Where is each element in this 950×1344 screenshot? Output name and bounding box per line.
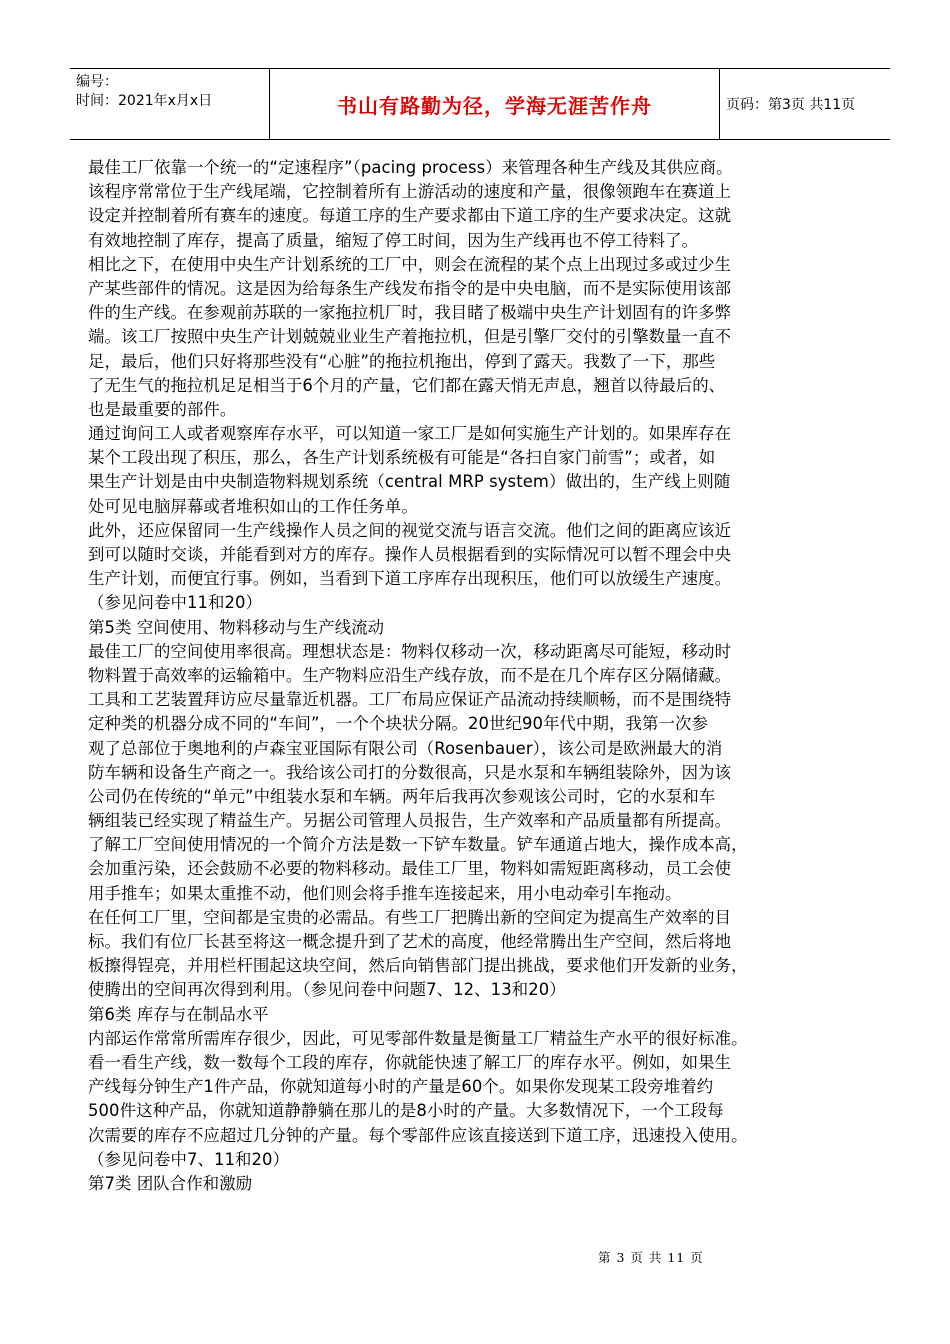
header-motto: 书山有路勤为径，学海无涯苦作舟 xyxy=(337,93,652,118)
text-line: 定种类的机器分成不同的“车间”，一个个块状分隔。20世纪90年代中期，我第一次参 xyxy=(88,714,708,734)
header-motto-cell xyxy=(270,69,720,139)
text-line: 公司仍在传统的“单元”中组装水泵和车辆。两年后我再次参观该公司时，它的水泵和车 xyxy=(88,786,716,806)
text-line: 板擦得锃亮，并用栏杆围起这块空间，然后向销售部门提出挑战，要求他们开发新的业务， xyxy=(88,956,748,976)
text-line: 观了总部位于奥地利的卢森宝亚国际有限公司（Rosenbauer），该公司是欧洲最大的消 xyxy=(88,738,723,758)
text-line: 件的生产线。在参观前苏联的一家拖拉机厂时，我目睹了极端中央生产计划固有的许多弊 xyxy=(88,303,732,323)
text-line: 此外，还应保留同一生产线操作人员之间的视觉交流与语言交流。他们之间的距离应该近 xyxy=(88,520,732,540)
text-line: 有效地控制了库存，提高了质量，缩短了停工时间，因为生产线再也不停工待料了。 xyxy=(88,230,699,250)
text-line: 了解工厂空间使用情况的一个简介方法是数一下铲车数量。铲车通道占地大，操作成本高， xyxy=(88,835,748,855)
text-line: 会加重污染，还会鼓励不必要的物料移动。最佳工厂里，物料如需短距离移动，员工会使 xyxy=(88,859,732,879)
text-line: 产线每分钟生产1件产品，你就知道每小时的产量是60个。如果你发现某工段旁堆着约 xyxy=(88,1077,714,1097)
text-line: 第7类 团队合作和激励 xyxy=(88,1173,253,1193)
header-page-cell xyxy=(720,69,890,139)
text-line: 标。我们有位厂长甚至将这一概念提升到了艺术的高度，他经常腾出生产空间，然后将地 xyxy=(88,932,732,951)
text-line: 内部运作常常所需库存很少，因此，可见零部件数量是衡量工厂精益生产水平的很好标准。 xyxy=(88,1028,748,1048)
text-line: 产某些部件的情况。这是因为给每条生产线发布指令的是中央电脑，而不是实际使用该部 xyxy=(88,278,732,298)
text-line: 也是最重要的部件。 xyxy=(88,399,237,419)
document-number-label: 编号： xyxy=(76,74,118,90)
text-line: 某个工段出现了积压，那么，各生产计划系统极有可能是“各扫自家门前雪”；或者，如 xyxy=(88,448,716,468)
text-line: 工具和工艺装置拜访应尽量靠近机器。工厂布局应保证产品流动持续顺畅，而不是围绕特 xyxy=(88,690,732,710)
text-line: 了无生气的拖拉机足足相当于6个月的产量，它们都在露天悄无声息，翘首以待最后的、 xyxy=(88,375,726,395)
text-line: 防车辆和设备生产商之一。我给该公司打的分数很高，只是水泵和车辆组装除外，因为该 xyxy=(88,762,732,782)
text-line: 物料置于高效率的运输箱中。生产物料应沿生产线存放，而不是在几个库存区分隔储藏。 xyxy=(88,665,732,685)
text-line: 端。该工厂按照中央生产计划兢兢业业生产着拖拉机，但是引擎厂交付的引擎数量一直不 xyxy=(88,327,732,347)
text-line: 辆组装已经实现了精益生产。另据公司管理人员报告，生产效率和产品质量都有所提高。 xyxy=(88,811,732,831)
text-line: 最佳工厂的空间使用率很高。理想状态是：物料仅移动一次，移动距离尽可能短，移动时 xyxy=(88,641,732,661)
text-line: 设定并控制着所有赛车的速度。每道工序的生产要求都由下道工序的生产要求决定。这就 xyxy=(88,206,732,226)
header-page-label: 页码：第3页 共11页 xyxy=(726,97,856,113)
text-line: （参见问卷中7、11和20） xyxy=(88,1149,290,1169)
document-time-label: 时间：2021年x月x日 xyxy=(76,93,213,109)
text-line: 次需要的库存不应超过几分钟的产量。每个零部件应该直接送到下道工序，迅速投入使用。 xyxy=(88,1125,748,1145)
page-footer: 第 3 页 共 11 页 xyxy=(598,1250,704,1265)
text-line: 最佳工厂依靠一个统一的“定速程序”（pacing process）来管理各种生产线及其供应商。 xyxy=(88,158,733,177)
text-line: 相比之下，在使用中央生产计划系统的工厂中，则会在流程的某个点上出现过多或过少生 xyxy=(88,254,732,274)
text-line: 看一看生产线，数一数每个工段的库存，你就能快速了解工厂的库存水平。例如，如果生 xyxy=(88,1052,732,1072)
text-line: 在任何工厂里，空间都是宝贵的必需品。有些工厂把腾出新的空间定为提高生产效率的目 xyxy=(88,907,732,927)
header-meta xyxy=(70,69,270,139)
page-header xyxy=(70,68,890,140)
text-line: 果生产计划是由中央制造物料规划系统（central MRP system）做出的，生产线上则随 xyxy=(88,472,731,492)
text-line: 生产计划，而便宜行事。例如，当看到下道工序库存出现积压，他们可以放缓生产速度。 xyxy=(88,569,732,589)
text-line: 到可以随时交谈，并能看到对方的库存。操作人员根据看到的实际情况可以暂不理会中央 xyxy=(88,545,732,564)
document-body xyxy=(88,156,868,1196)
text-line: 第5类 空间使用、物料移动与生产线流动 xyxy=(88,617,385,637)
text-line: 用手推车；如果太重推不动，他们则会将手推车连接起来，用小电动牵引车拖动。 xyxy=(88,883,682,903)
text-line: （参见问卷中11和20） xyxy=(88,593,263,613)
text-line: 该程序常常位于生产线尾端，它控制着所有上游活动的速度和产量，很像领跑车在赛道上 xyxy=(88,182,732,202)
text-line: 通过询问工人或者观察库存水平，可以知道一家工厂是如何实施生产计划的。如果库存在 xyxy=(88,424,732,444)
text-line: 500件这种产品，你就知道静静躺在那儿的是8小时的产量。大多数情况下，一个工段每 xyxy=(88,1101,724,1121)
text-line: 使腾出的空间再次得到利用。（参见问卷中问题7、12、13和20） xyxy=(88,980,566,1000)
text-line: 处可见电脑屏幕或者堆积如山的工作任务单。 xyxy=(88,496,418,516)
text-line: 第6类 库存与在制品水平 xyxy=(88,1004,269,1024)
text-line: 足，最后，他们只好将那些没有“心脏”的拖拉机拖出，停到了露天。我数了一下，那些 xyxy=(88,351,716,371)
